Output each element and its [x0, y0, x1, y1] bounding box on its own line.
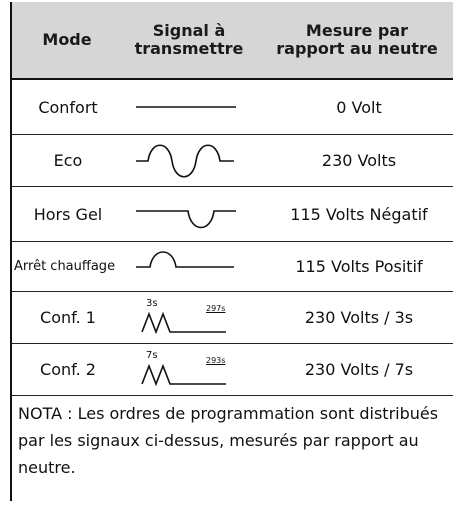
measure-value: 230 Volts / 3s [304, 308, 414, 327]
mode-label: Hors Gel [33, 204, 103, 224]
table-row-arret-chauffage [10, 242, 453, 292]
pulse-off-label: 293s [206, 356, 226, 365]
sine-wave-signal-icon [126, 135, 256, 186]
table-row-conf-1 [10, 292, 453, 344]
header-measure-line2: rapport au neutre [276, 39, 438, 58]
pulse-off-label: 297s [206, 304, 226, 313]
pulse-on-label: 7s [146, 350, 158, 361]
pulse-on-label: 3s [146, 298, 158, 309]
measure-value: 230 Volts / 7s [304, 360, 414, 379]
table-row-hors-gel [10, 187, 453, 242]
pulse-train-signal-icon [126, 292, 256, 343]
table-row-conf-2 [10, 344, 453, 396]
pulse-train-signal-icon [126, 344, 256, 395]
mode-label: Conf. 2 [40, 360, 96, 379]
mode-label: Arrêt chauffage [14, 259, 116, 274]
header-mode-label: Mode [42, 30, 92, 49]
negative-half-wave-signal-icon [126, 187, 256, 241]
nota-text: NOTA : Les ordres de programmation sont distribués par les signaux ci-dessus, mesurés par rapport au neutre. [18, 404, 439, 477]
table-header [10, 2, 453, 80]
measure-value: 115 Volts Positif [295, 257, 423, 276]
header-signal [124, 2, 254, 78]
mode-label: Conf. 1 [40, 308, 96, 327]
header-signal-line2: transmettre [134, 39, 244, 58]
measure-value: 0 Volt [336, 97, 382, 117]
measure-value: 115 Volts Négatif [290, 204, 428, 224]
header-mode [12, 2, 122, 78]
mode-label: Eco [53, 151, 83, 170]
header-signal-line1: Signal à [152, 21, 226, 40]
header-measure-line1: Mesure par [305, 21, 409, 40]
flat-line-signal-icon [126, 80, 256, 134]
measure-value: 230 Volts [321, 151, 397, 170]
nota-note [10, 396, 453, 501]
header-measure [262, 2, 452, 78]
mode-label: Confort [38, 97, 98, 117]
positive-half-wave-signal-icon [126, 242, 256, 291]
table-row-eco [10, 135, 453, 187]
table-row-confort [10, 80, 453, 135]
